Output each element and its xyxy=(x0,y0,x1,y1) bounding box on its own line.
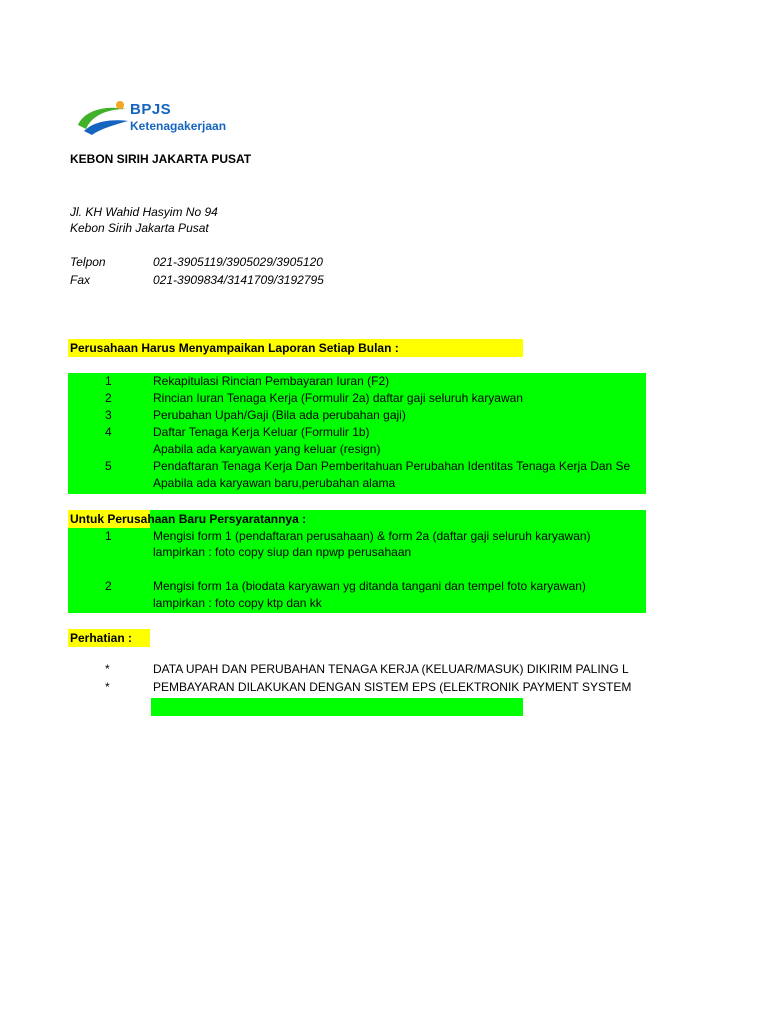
fax-label: Fax xyxy=(70,273,91,287)
report-item-text: Apabila ada karyawan yang keluar (resign) xyxy=(153,442,381,456)
new-company-heading xyxy=(70,512,306,526)
bpjs-logo xyxy=(74,99,254,137)
report-item-text: Perubahan Upah/Gaji (Bila ada perubahan gaji) xyxy=(153,408,406,422)
report-item-text: Rincian Iuran Tenaga Kerja (Formulir 2a) daftar gaji seluruh karyawan xyxy=(153,391,523,405)
attention-list xyxy=(68,660,646,700)
address-line-1: Jl. KH Wahid Hasyim No 94 xyxy=(70,205,218,219)
report-item-text: Pendaftaran Tenaga Kerja Dan Pemberitahuan Perubahan Identitas Tenaga Kerja Dan Se xyxy=(153,459,631,473)
phone-label: Telpon xyxy=(70,255,106,269)
requirement-item-text: lampirkan : foto copy ktp dan kk xyxy=(153,596,322,610)
attention-green-bar xyxy=(151,698,523,716)
attention-bullet: * xyxy=(105,680,110,694)
attention-item-text: DATA UPAH DAN PERUBAHAN TENAGA KERJA (KELUAR/MASUK) DIKIRIM PALING L xyxy=(153,662,629,676)
address-line-2: Kebon Sirih Jakarta Pusat xyxy=(70,221,209,235)
report-item-no: 4 xyxy=(105,425,112,439)
monthly-report-list xyxy=(68,373,646,494)
report-item-text: Rekapitulasi Rincian Pembayaran Iuran (F2) xyxy=(153,374,390,388)
requirement-item-text: Mengisi form 1a (biodata karyawan yg ditanda tangani dan tempel foto karyawan) xyxy=(153,579,586,593)
new-company-heading-part1: Untuk Perusa xyxy=(70,512,148,526)
logo-subtitle: Ketenagakerjaan xyxy=(130,119,227,133)
requirement-item-text: lampirkan : foto copy siup dan npwp perusahaan xyxy=(153,545,412,559)
monthly-report-heading: Perusahaan Harus Menyampaikan Laporan Setiap Bulan : xyxy=(70,341,399,355)
report-item-no: 1 xyxy=(105,374,112,388)
fax-value: 021-3909834/3141709/3192795 xyxy=(153,273,324,287)
requirement-item-no: 1 xyxy=(105,529,112,543)
attention-item-text: PEMBAYARAN DILAKUKAN DENGAN SISTEM EPS (ELEKTRONIK PAYMENT SYSTEM xyxy=(153,680,632,694)
attention-bullet: * xyxy=(105,662,110,676)
requirement-item-text: Mengisi form 1 (pendaftaran perusahaan) & form 2a (daftar gaji seluruh karyawan) xyxy=(153,529,591,543)
new-company-heading-part2: haan Baru Persyaratannya : xyxy=(147,512,307,526)
report-item-text: Daftar Tenaga Kerja Keluar (Formulir 1b) xyxy=(153,425,370,439)
report-item-no: 3 xyxy=(105,408,112,422)
attention-heading: Perhatian : xyxy=(70,631,133,645)
logo-brand: BPJS xyxy=(130,101,172,118)
office-title: KEBON SIRIH JAKARTA PUSAT xyxy=(70,152,252,166)
report-item-no: 5 xyxy=(105,459,112,473)
report-item-no: 2 xyxy=(105,391,112,405)
report-item-text: Apabila ada karyawan baru,perubahan alama xyxy=(153,476,396,490)
new-company-list xyxy=(68,528,646,613)
requirement-item-no: 2 xyxy=(105,579,112,593)
bpjs-logo-mark-icon xyxy=(74,99,130,137)
phone-value: 021-3905119/3905029/3905120 xyxy=(153,255,323,269)
